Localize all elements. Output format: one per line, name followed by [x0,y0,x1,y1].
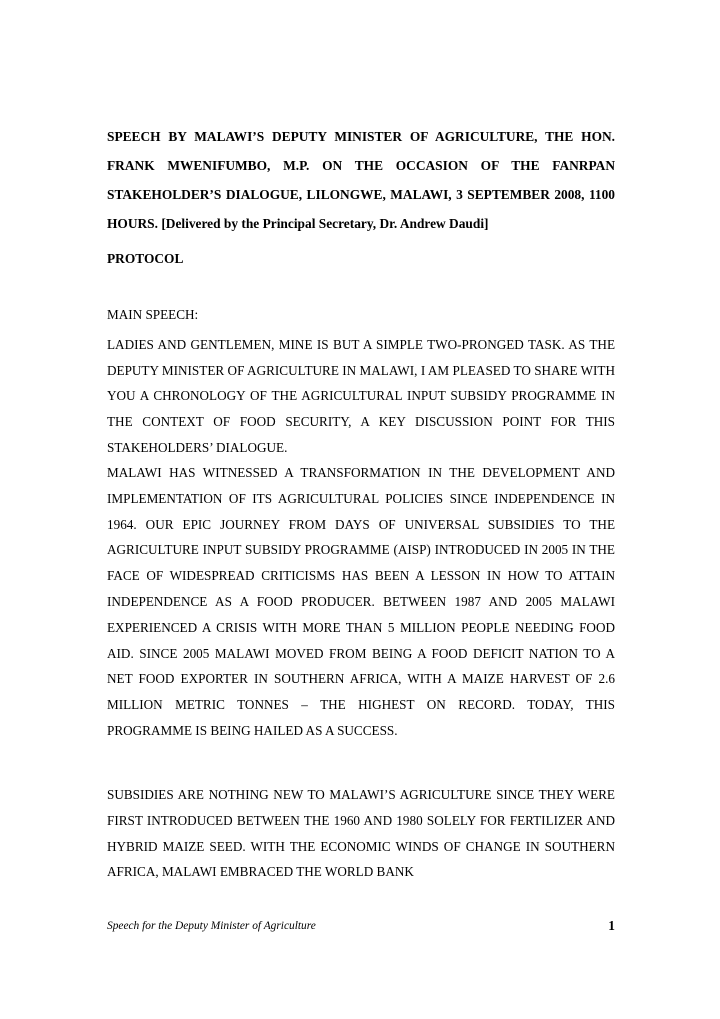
footer-title: Speech for the Deputy Minister of Agriculture [107,920,316,932]
page-footer [107,918,615,938]
protocol-heading: PROTOCOL [107,251,184,266]
paragraph-2: MALAWI HAS WITNESSED A TRANSFORMATION IN THE DEVELOPMENT AND IMPLEMENTATION OF ITS AGRICULTURAL POLICIES SINCE INDEPENDENCE IN 1964. OUR EPIC JOURNEY FROM DAYS OF UNIVERSAL SUBSIDIES TO THE AGRICULTURE INPUT SUBSIDY PROGRAMME (AISP) INTRODUCED IN 2005 IN THE FACE OF WIDESPREAD CRITICISMS HAS BEEN A LESSON IN HOW TO ATTAIN INDEPENDENCE AS A FOOD PRODUCER. BETWEEN 1987 AND 2005 MALAWI EXPERIENCED A CRISIS WITH MORE THAN 5 MILLION PEOPLE NEEDING FOOD AID. SINCE 2005 MALAWI MOVED FROM BEING A FOOD DEFICIT NATION TO A NET FOOD EXPORTER IN SOUTHERN AFRICA, WITH A MAIZE HARVEST OF 2.6 MILLION METRIC TONNES – THE HIGHEST ON RECORD. TODAY, THIS PROGRAMME IS BEING HAILED AS A SUCCESS. [107,465,615,738]
paragraph-1: LADIES AND GENTLEMEN, MINE IS BUT A SIMPLE TWO-PRONGED TASK. AS THE DEPUTY MINISTER OF AGRICULTURE IN MALAWI, I AM PLEASED TO SHARE WITH YOU A CHRONOLOGY OF THE AGRICULTURAL INPUT SUBSIDY PROGRAMME IN THE CONTEXT OF FOOD SECURITY, A KEY DISCUSSION POINT FOR THIS STAKEHOLDERS’ DIALOGUE. [107,337,615,455]
main-speech-label: MAIN SPEECH: [107,307,199,322]
page-number: 1 [608,918,615,933]
speech-heading: SPEECH BY MALAWI’S DEPUTY MINISTER OF AGRICULTURE, THE HON. FRANK MWENIFUMBO, M.P. ON THE OCCASION OF THE FANRPAN STAKEHOLDER’S DIALOGUE, LILONGWE, MALAWI, 3 SEPTEMBER 2008, 1100 HOURS. [Delivered by the Principal Secretary, Dr. Andrew Daudi] [107,129,615,231]
paragraph-3: SUBSIDIES ARE NOTHING NEW TO MALAWI’S AGRICULTURE SINCE THEY WERE FIRST INTRODUCED BETWEEN THE 1960 AND 1980 SOLELY FOR FERTILIZER AND HYBRID MAIZE SEED. WITH THE ECONOMIC WINDS OF CHANGE IN SOUTHERN AFRICA, MALAWI EMBRACED THE WORLD BANK [107,787,615,880]
document-page [107,122,615,880]
